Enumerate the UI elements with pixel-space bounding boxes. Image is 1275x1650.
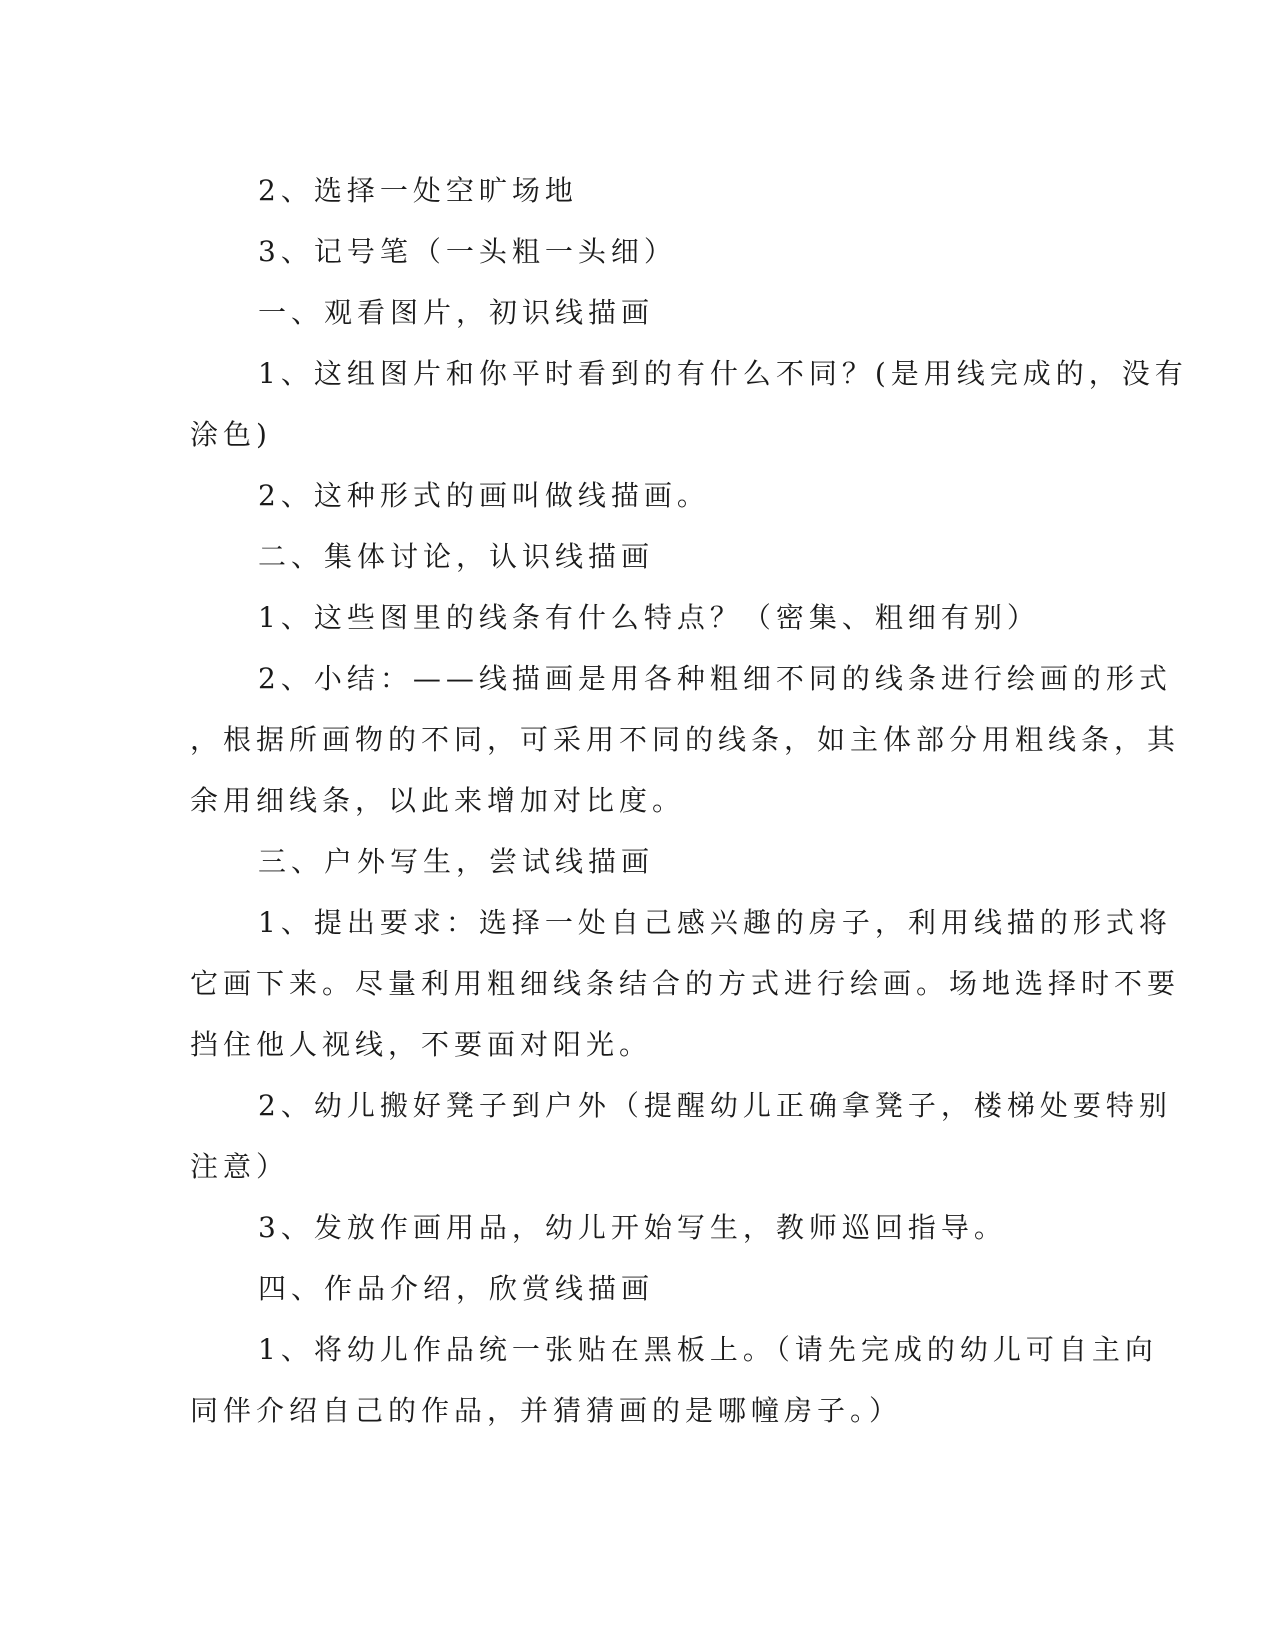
section-heading-2	[190, 526, 1070, 587]
text-line: 同伴介绍自己的作品，并猜猜画的是哪幢房子。）	[190, 1394, 903, 1427]
paragraph-1-2	[190, 465, 1070, 526]
paragraph-3-1	[190, 892, 1181, 1075]
paragraph-4-1	[190, 1319, 1158, 1441]
text-line: 三、户外写生，尝试线描画	[258, 845, 655, 878]
paragraph-2-2	[190, 648, 1181, 831]
text-line: 2、小结：——线描画是用各种粗细不同的线条进行绘画的形式	[258, 662, 1172, 695]
paragraph-3-3	[190, 1197, 1070, 1258]
text-line: 1、将幼儿作品统一张贴在黑板上。（请先完成的幼儿可自主向	[258, 1333, 1158, 1366]
text-line: 1、提出要求：选择一处自己感兴趣的房子，利用线描的形式将	[258, 906, 1172, 939]
text-line: 1、这组图片和你平时看到的有什么不同？(是用线完成的，没有	[258, 357, 1188, 390]
paragraph-3-2	[190, 1075, 1172, 1197]
paragraph-1-1	[190, 343, 1188, 465]
text-line: 挡住他人视线，不要面对阳光。	[190, 1028, 653, 1061]
paragraph-materials-3	[190, 221, 1070, 282]
text-line: 涂色)	[190, 418, 272, 451]
text-line: 注意）	[190, 1150, 290, 1183]
section-heading-4	[190, 1258, 1070, 1319]
document-body	[190, 160, 1188, 1441]
text-line: 3、记号笔（一头粗一头细）	[258, 235, 677, 268]
text-line: 四、作品介绍，欣赏线描画	[258, 1272, 655, 1305]
section-heading-1	[190, 282, 1070, 343]
text-line: 2、幼儿搬好凳子到户外（提醒幼儿正确拿凳子，楼梯处要特别	[258, 1089, 1172, 1122]
section-heading-3	[190, 831, 1070, 892]
text-line: 二、集体讨论，认识线描画	[258, 540, 655, 573]
text-line: 它画下来。尽量利用粗细线条结合的方式进行绘画。场地选择时不要	[190, 967, 1181, 1000]
paragraph-materials-2	[190, 160, 1070, 221]
paragraph-2-1	[190, 587, 1070, 648]
text-line: 2、选择一处空旷场地	[258, 174, 578, 207]
text-line: ，根据所画物的不同，可采用不同的线条，如主体部分用粗线条，其	[190, 723, 1181, 756]
text-line: 1、这些图里的线条有什么特点？（密集、粗细有别）	[258, 601, 1040, 634]
text-line: 2、这种形式的画叫做线描画。	[258, 479, 710, 512]
text-line: 一、观看图片，初识线描画	[258, 296, 655, 329]
text-line: 余用细线条，以此来增加对比度。	[190, 784, 686, 817]
text-line: 3、发放作画用品，幼儿开始写生，教师巡回指导。	[258, 1211, 1007, 1244]
